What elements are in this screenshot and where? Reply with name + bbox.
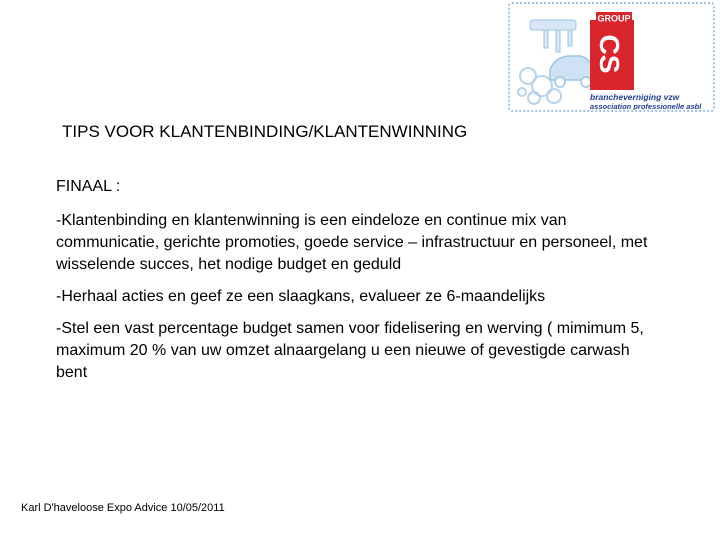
- slide-footer: Karl D'haveloose Expo Advice 10/05/2011: [21, 502, 225, 514]
- logo-tagline-1: brancheverniging vzw: [590, 92, 680, 102]
- slide-subheading: FINAAL :: [56, 178, 121, 195]
- carwash-logo-graphic: [510, 4, 715, 112]
- paragraph-budget: -Stel een vast percentage budget samen voor fidelisering en werving ( mimimum 5, maximum 20 % van uw omzet alnaargelang u een nieuwe of gevestigde carwash bent: [56, 320, 644, 381]
- cs-group-logo: [508, 2, 715, 112]
- slide-body: [56, 176, 656, 394]
- paragraph-herhaal: -Herhaal acties en geef ze een slaagkans, evalueer ze 6-maandelijks: [56, 288, 546, 305]
- paragraph-mix: -Klantenbinding en klantenwinning is een eindeloze en continue mix van communicatie, gerichte promoties, goede service – infrastructuur en personeel, met wisselende succes, het nodige budget en geduld: [56, 212, 648, 273]
- group-badge: GROUP: [597, 13, 631, 24]
- car-icon: [550, 56, 594, 87]
- cs-letters: CS: [594, 34, 625, 74]
- logo-tagline-2: association professionelle asbl: [590, 102, 702, 111]
- wash-brush-icon: [530, 20, 576, 52]
- slide-title: TIPS VOOR KLANTENBINDING/KLANTENWINNING: [62, 122, 468, 141]
